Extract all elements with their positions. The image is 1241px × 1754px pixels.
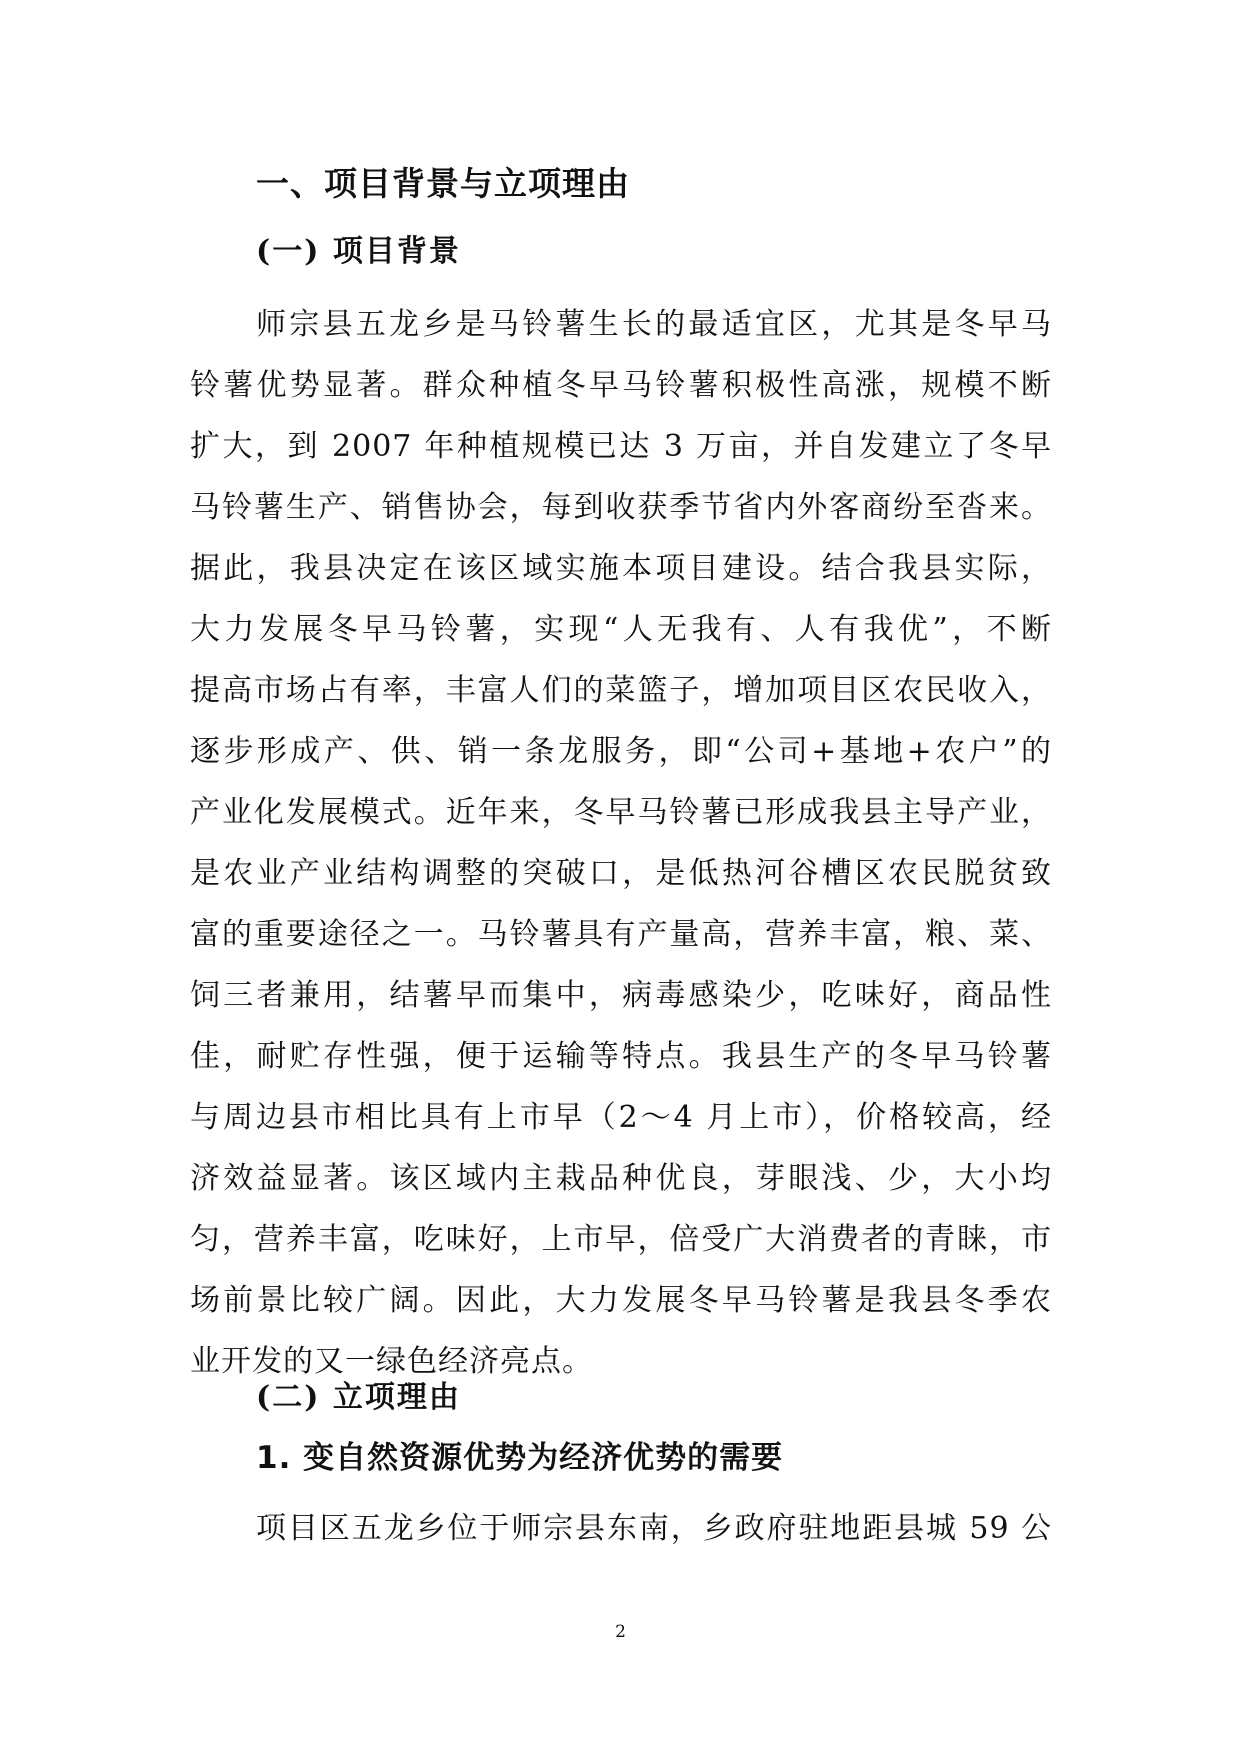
paragraph-line: 扩大，到 2007 年种植规模已达 3 万亩，并自发建立了冬早	[190, 429, 1052, 464]
paragraph-line: 是农业产业结构调整的突破口，是低热河谷槽区农民脱贫致	[190, 856, 1052, 891]
numbered-heading: 1. 变自然资源优势为经济优势的需要	[256, 1440, 784, 1476]
page-number: 2	[615, 1622, 626, 1642]
paragraph-line: 项目区五龙乡位于师宗县东南，乡政府驻地距县城 59 公	[256, 1511, 1052, 1546]
sub-heading-project-rationale: (二) 立项理由	[256, 1380, 461, 1415]
paragraph-line: 匀，营养丰富，吃味好，上市早，倍受广大消费者的青睐，市	[190, 1222, 1052, 1257]
section-heading: 一、项目背景与立项理由	[256, 164, 630, 203]
paragraph-line: 与周边县市相比具有上市早（2～4 月上市），价格较高，经	[190, 1100, 1052, 1135]
paragraph-line: 富的重要途径之一。马铃薯具有产量高，营养丰富，粮、菜、	[190, 917, 1052, 952]
paragraph-project-rationale	[190, 1498, 1052, 1559]
paragraph-line: 师宗县五龙乡是马铃薯生长的最适宜区，尤其是冬早马	[256, 307, 1052, 342]
paragraph-line: 场前景比较广阔。因此，大力发展冬早马铃薯是我县冬季农	[190, 1283, 1052, 1318]
paragraph-line: 马铃薯生产、销售协会，每到收获季节省内外客商纷至沓来。	[190, 490, 1052, 525]
paragraph-line: 佳，耐贮存性强，便于运输等特点。我县生产的冬早马铃薯	[190, 1039, 1052, 1074]
paragraph-line: 逐步形成产、供、销一条龙服务，即“公司+基地+农户”的	[190, 734, 1052, 769]
paragraph-line: 济效益显著。该区域内主栽品种优良，芽眼浅、少，大小均	[190, 1161, 1052, 1196]
paragraph-line: 产业化发展模式。近年来，冬早马铃薯已形成我县主导产业，	[190, 795, 1052, 830]
paragraph-line: 大力发展冬早马铃薯，实现“人无我有、人有我优”，不断	[190, 612, 1052, 647]
paragraph-line: 据此，我县决定在该区域实施本项目建设。结合我县实际，	[190, 551, 1052, 586]
paragraph-line: 铃薯优势显著。群众种植冬早马铃薯积极性高涨，规模不断	[190, 368, 1052, 403]
paragraph-line: 业开发的又一绿色经济亮点。	[190, 1344, 593, 1379]
sub-heading-project-background: (一) 项目背景	[256, 234, 461, 269]
paragraph-line: 饲三者兼用，结薯早而集中，病毒感染少，吃味好，商品性	[190, 978, 1052, 1013]
paragraph-project-background	[190, 294, 1052, 1392]
paragraph-line: 提高市场占有率，丰富人们的菜篮子，增加项目区农民收入，	[190, 673, 1052, 708]
